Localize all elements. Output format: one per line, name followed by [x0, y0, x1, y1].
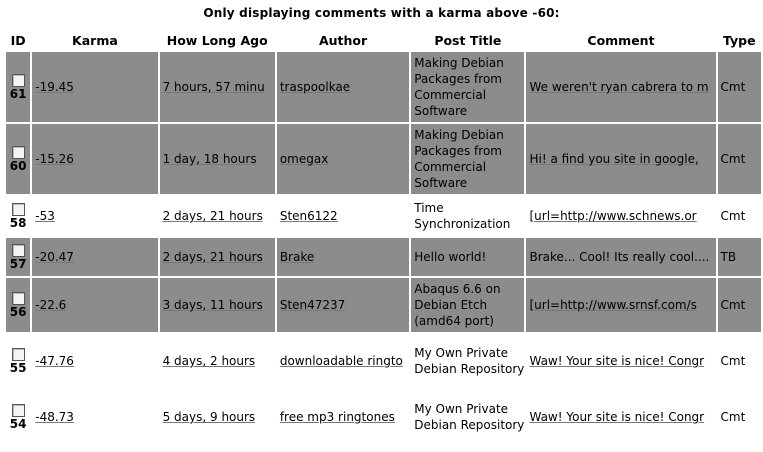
how-long-ago-cell [160, 390, 275, 444]
comment-id: 55 [9, 360, 27, 375]
how-long-ago-link[interactable]: 7 hours, 57 minu [162, 80, 265, 94]
karma-cell [32, 278, 157, 332]
how-long-ago-link[interactable]: 3 days, 11 hours [162, 298, 263, 312]
author-link[interactable]: free mp3 ringtones [279, 410, 395, 424]
col-header-post-title[interactable]: Post Title [434, 32, 502, 48]
id-cell [6, 196, 30, 236]
karma-link[interactable]: -53 [35, 209, 55, 223]
comment-id: 61 [9, 86, 27, 101]
comment-cell [526, 238, 715, 276]
author-link[interactable]: traspoolkae [279, 80, 351, 94]
table-row [6, 334, 761, 388]
comment-link[interactable]: Brake... Cool! Its really cool.... [529, 250, 710, 264]
id-cell [6, 334, 30, 388]
comment-cell [526, 196, 715, 236]
header-row [6, 30, 761, 50]
comment-cell [526, 278, 715, 332]
post-title-cell: Time Synchronization [411, 196, 524, 236]
table-row [6, 390, 761, 444]
select-checkbox[interactable] [12, 348, 25, 361]
page-heading: Only displaying comments with a karma above -60: [203, 6, 560, 20]
type-cell: Cmt [718, 334, 762, 388]
how-long-ago-cell [160, 278, 275, 332]
table-row [6, 196, 761, 236]
author-cell [277, 278, 409, 332]
post-title-cell: Making Debian Packages from Commercial Software [411, 124, 524, 194]
comment-id: 57 [9, 256, 27, 271]
select-checkbox[interactable] [12, 404, 25, 417]
type-cell: Cmt [718, 52, 762, 122]
how-long-ago-link[interactable]: 2 days, 21 hours [162, 209, 263, 223]
id-cell [6, 52, 30, 122]
col-header-karma[interactable]: Karma [72, 32, 118, 48]
type-cell: TB [718, 238, 762, 276]
comment-link[interactable]: Waw! Your site is nice! Congr [529, 354, 705, 368]
karma-cell [32, 334, 157, 388]
comment-cell [526, 52, 715, 122]
how-long-ago-cell [160, 52, 275, 122]
col-header-id: ID [10, 32, 26, 48]
author-link[interactable]: Brake [279, 250, 315, 264]
col-header-author[interactable]: Author [318, 32, 368, 48]
post-title-cell: Abaqus 6.6 on Debian Etch (amd64 port) [411, 278, 524, 332]
comment-id: 54 [9, 416, 27, 431]
comment-link[interactable]: [url=http://www.srnsf.com/s [529, 298, 697, 312]
table-row [6, 124, 761, 194]
post-title-cell: Hello world! [411, 238, 524, 276]
karma-link[interactable]: -48.73 [35, 410, 74, 424]
comment-id: 58 [9, 215, 27, 230]
author-cell [277, 390, 409, 444]
author-cell [277, 124, 409, 194]
author-cell [277, 52, 409, 122]
comment-link[interactable]: Waw! Your site is nice! Congr [529, 410, 705, 424]
id-cell [6, 278, 30, 332]
comment-link[interactable]: We weren't ryan cabrera to m [529, 80, 709, 94]
comment-cell [526, 334, 715, 388]
table-row [6, 238, 761, 276]
post-title-cell: My Own Private Debian Repository [411, 334, 524, 388]
id-cell [6, 238, 30, 276]
col-header-comment[interactable]: Comment [587, 32, 655, 48]
type-cell: Cmt [718, 390, 762, 444]
how-long-ago-cell [160, 238, 275, 276]
karma-link[interactable]: -47.76 [35, 354, 74, 368]
select-checkbox[interactable] [12, 244, 25, 257]
how-long-ago-link[interactable]: 4 days, 2 hours [162, 354, 256, 368]
id-cell [6, 124, 30, 194]
type-cell: Cmt [718, 196, 762, 236]
post-title-cell: Making Debian Packages from Commercial Software [411, 52, 524, 122]
id-cell [6, 390, 30, 444]
comment-cell [526, 390, 715, 444]
comment-link[interactable]: [url=http://www.schnews.or [529, 209, 697, 223]
author-link[interactable]: Sten47237 [279, 298, 346, 312]
comment-id: 60 [9, 158, 27, 173]
author-cell [277, 196, 409, 236]
table-row [6, 52, 761, 122]
how-long-ago-link[interactable]: 5 days, 9 hours [162, 410, 256, 424]
how-long-ago-cell [160, 124, 275, 194]
author-link[interactable]: downloadable ringto [279, 354, 403, 368]
how-long-ago-link[interactable]: 1 day, 18 hours [162, 152, 257, 166]
karma-link[interactable]: -19.45 [35, 80, 74, 94]
karma-cell [32, 124, 157, 194]
karma-cell [32, 52, 157, 122]
how-long-ago-cell [160, 196, 275, 236]
karma-link[interactable]: -20.47 [35, 250, 74, 264]
table-row [6, 278, 761, 332]
col-header-how-long-ago[interactable]: How Long Ago [166, 32, 268, 48]
select-checkbox[interactable] [12, 292, 25, 305]
select-checkbox[interactable] [12, 146, 25, 159]
comments-table [4, 28, 763, 446]
author-cell [277, 334, 409, 388]
karma-cell [32, 238, 157, 276]
how-long-ago-link[interactable]: 2 days, 21 hours [162, 250, 263, 264]
post-title-cell: My Own Private Debian Repository [411, 390, 524, 444]
type-cell: Cmt [718, 278, 762, 332]
col-header-type[interactable]: Type [722, 32, 756, 48]
karma-cell [32, 390, 157, 444]
select-checkbox[interactable] [12, 74, 25, 87]
comment-link[interactable]: Hi! a find you site in google, [529, 152, 699, 166]
how-long-ago-cell [160, 334, 275, 388]
author-cell [277, 238, 409, 276]
karma-link[interactable]: -22.6 [35, 298, 67, 312]
karma-cell [32, 196, 157, 236]
select-checkbox[interactable] [12, 203, 25, 216]
comment-cell [526, 124, 715, 194]
author-link[interactable]: omegax [279, 152, 329, 166]
type-cell: Cmt [718, 124, 762, 194]
author-link[interactable]: Sten6122 [279, 209, 338, 223]
comment-id: 56 [9, 304, 27, 319]
karma-link[interactable]: -15.26 [35, 152, 74, 166]
